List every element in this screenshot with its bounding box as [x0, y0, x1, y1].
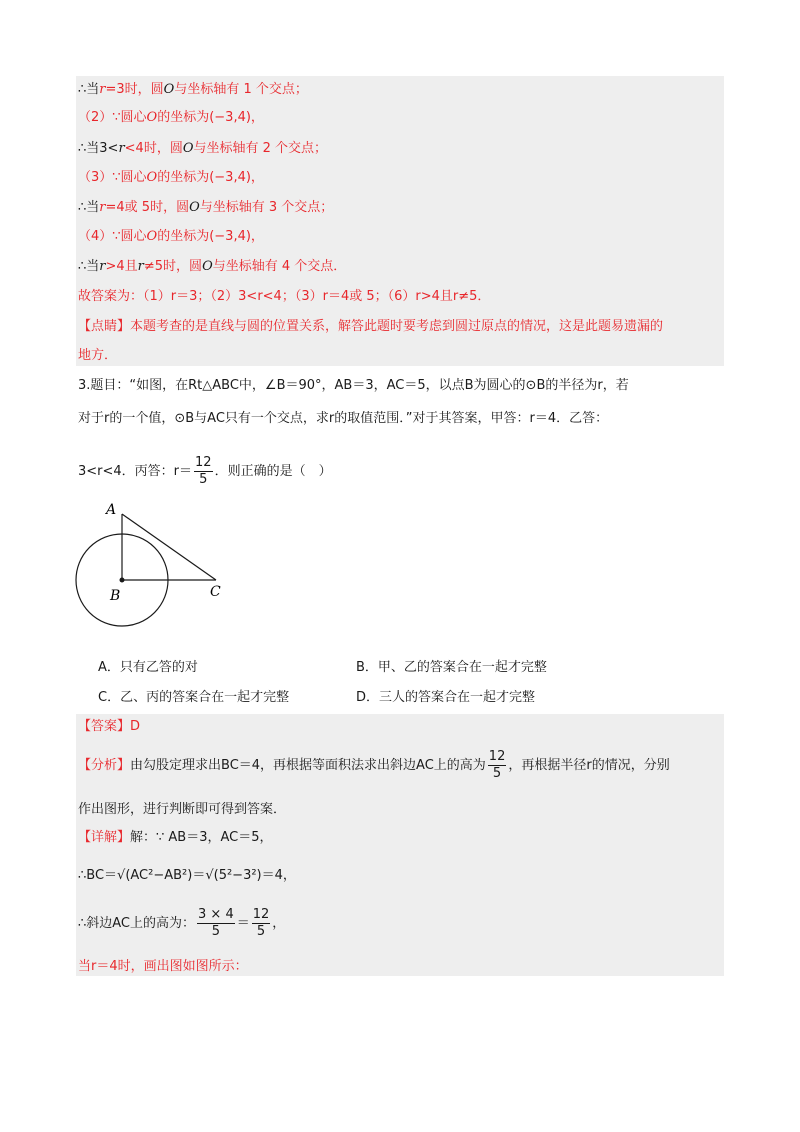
detail-line-3: ∴斜边AC上的高为： $\frac{3 \times 4}{5}$ ＝ $\frac{12}{5}$ ，	[78, 907, 286, 939]
question-line-2: 对于r的一个值，⊙B与AC只有一个交点，求r的取值范围．”对于其答案，甲答：r＝4．乙答：	[78, 411, 609, 426]
detail-line-4: 当r＝4时，画出图如图所示：	[78, 959, 248, 974]
label-c: C	[210, 584, 221, 600]
prev-comment-1: 【点睛】本题考查的是直线与圆的位置关系，解答此题时要考虑到圆过原点的情况，这是此题易遗漏的	[78, 319, 664, 334]
option-d[interactable]: D．三人的答案合在一起才完整	[356, 690, 536, 705]
label-a: A	[106, 502, 117, 518]
prev-line-3: ∴当3<r<4时，圆O与坐标轴有 2 个交点；	[78, 141, 328, 156]
option-b[interactable]: B．甲、乙的答案合在一起才完整	[356, 660, 547, 675]
prev-answer: 故答案为：（1）r＝3；（2）3<r<4；（3）r＝4或 5；（6）r>4且r≠5．	[78, 289, 491, 304]
label-b: B	[110, 588, 121, 604]
prev-comment-2: 地方．	[78, 348, 118, 363]
detail-line-2: ∴BC＝√(AC²−AB²)＝√(5²−3²)＝4，	[78, 868, 296, 883]
option-a[interactable]: A．只有乙答的对	[98, 660, 198, 675]
prev-line-4: （3）∵圆心O的坐标为(−3,4)，	[78, 170, 264, 185]
question-line-3: 3<r<4．丙答：r＝ $\frac{12}{5}$ ．则正确的是（ ）	[78, 455, 332, 487]
prev-line-6: （4）∵圆心O的坐标为(−3,4)，	[78, 229, 264, 244]
analysis-line-1: 【分析】由勾股定理求出BC＝4，再根据等面积法求出斜边AC上的高为 $\frac{12}{5}$ ，再根据半径r的情况，分别	[78, 749, 670, 781]
q-frac-den: 5	[199, 472, 208, 487]
prev-line-7: ∴当r>4且r≠5时，圆O与坐标轴有 4 个交点．	[78, 259, 347, 274]
center-point-b	[120, 578, 125, 583]
segment-ac	[122, 514, 216, 580]
answer-line: 【答案】D	[78, 719, 141, 734]
option-c[interactable]: C．乙、丙的答案合在一起才完整	[98, 690, 290, 705]
question-line-1: 3.题目：“如图，在Rt△ABC中，∠B＝90°，AB＝3，AC＝5，以点B为圆心的⊙B的半径为r，若	[78, 378, 629, 393]
analysis-frac-num: 12	[488, 749, 506, 764]
detail-line-1: 【详解】解：∵ AB＝3，AC＝5，	[78, 830, 273, 845]
analysis-frac-den: 5	[492, 766, 502, 781]
prev-line-5: ∴当r=4或 5时，圆O与坐标轴有 3 个交点；	[78, 200, 334, 215]
analysis-line-2: 作出图形，进行判断即可得到答案．	[78, 802, 287, 817]
prev-line-1: ∴当r=3时，圆O与坐标轴有 1 个交点；	[78, 82, 308, 97]
prev-line-2: （2）∵圆心O的坐标为(−3,4)，	[78, 110, 264, 125]
q-frac-num: 12	[195, 455, 212, 470]
triangle-circle-figure	[70, 500, 270, 650]
